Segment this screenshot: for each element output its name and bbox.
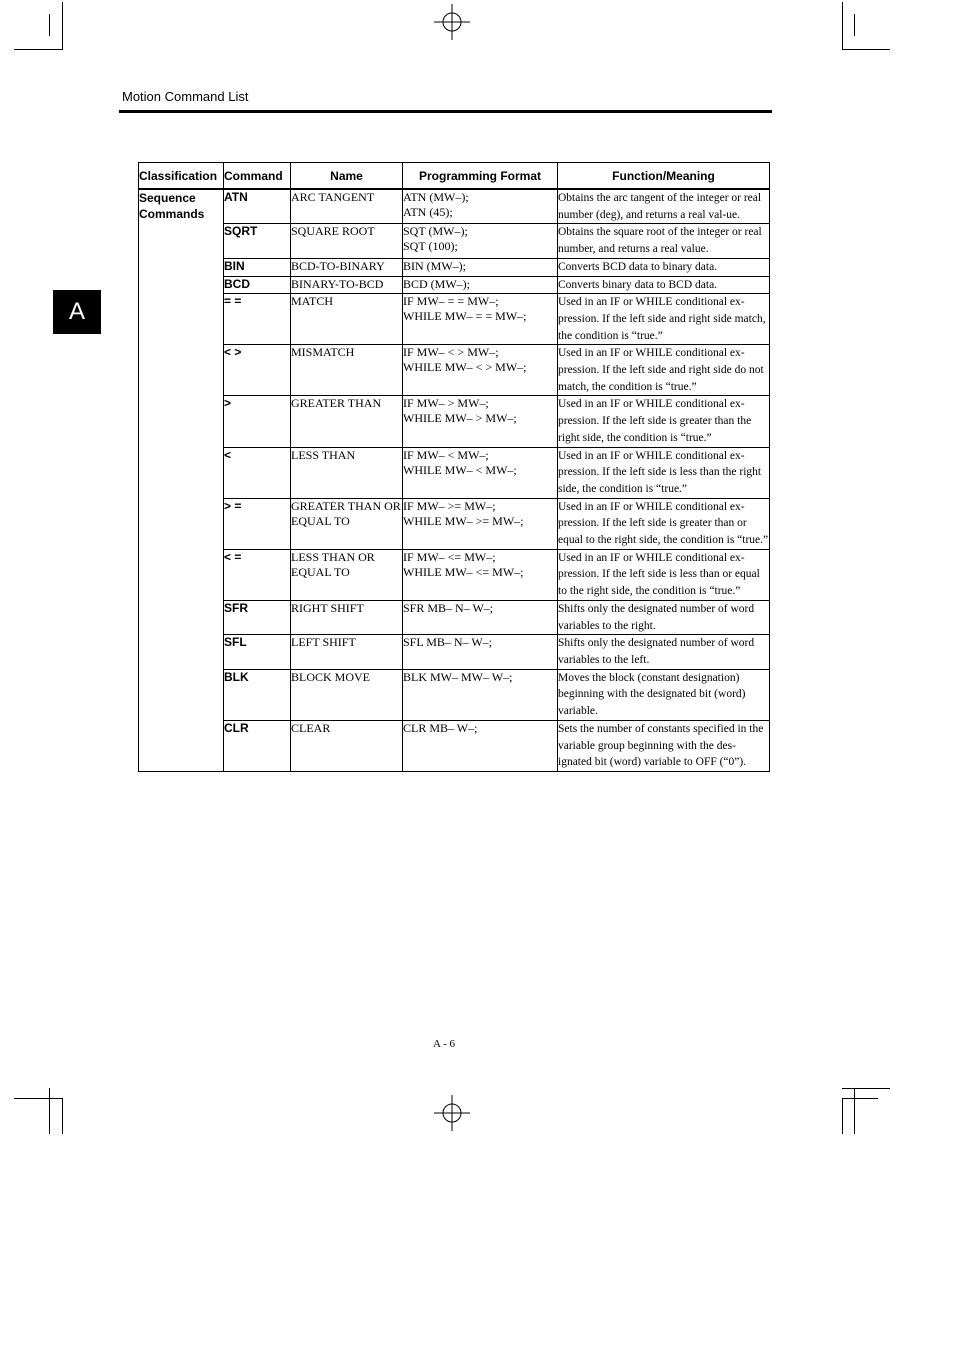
crop-mark — [842, 1088, 890, 1089]
format-cell: ATN (MW–); ATN (45); — [403, 189, 558, 224]
format-cell: IF MW– < MW–; WHILE MW– < MW–; — [403, 447, 558, 498]
registration-mark-icon — [434, 4, 470, 40]
function-cell: Used in an IF or WHILE conditional ex-pression. If the left side is greater than the right side, the condition is “true.” — [558, 396, 770, 447]
name-cell: BINARY-TO-BCD — [291, 276, 403, 294]
function-cell: Sets the number of constants specified in the variable group beginning with the des-ignated bit (word) variable to OFF (“0”). — [558, 720, 770, 771]
format-cell: IF MW– < > MW–; WHILE MW– < > MW–; — [403, 345, 558, 396]
table-row — [139, 669, 770, 720]
column-header: Name — [291, 163, 403, 190]
table-row — [139, 224, 770, 258]
column-header: Programming Format — [403, 163, 558, 190]
command-cell: SFL — [224, 635, 291, 669]
crop-mark — [14, 49, 62, 50]
command-cell: BCD — [224, 276, 291, 294]
name-cell: GREATER THAN — [291, 396, 403, 447]
format-cell: IF MW– >= MW–; WHILE MW– >= MW–; — [403, 498, 558, 549]
crop-mark — [62, 1098, 63, 1134]
format-cell: CLR MB– W–; — [403, 720, 558, 771]
function-cell: Obtains the square root of the integer or real number, and returns a real value. — [558, 224, 770, 258]
crop-mark — [14, 1098, 62, 1099]
crop-mark — [842, 1098, 878, 1099]
command-cell: < > — [224, 345, 291, 396]
page-number: A - 6 — [433, 1038, 455, 1050]
function-cell: Shifts only the designated number of word variables to the left. — [558, 635, 770, 669]
name-cell: CLEAR — [291, 720, 403, 771]
command-cell: > — [224, 396, 291, 447]
command-cell: BLK — [224, 669, 291, 720]
crop-mark — [854, 1088, 855, 1134]
crop-mark — [49, 14, 50, 36]
format-cell: IF MW– <= MW–; WHILE MW– <= MW–; — [403, 549, 558, 600]
table-row — [139, 498, 770, 549]
table-row — [139, 549, 770, 600]
format-cell: SFR MB– N– W–; — [403, 600, 558, 634]
name-cell: MISMATCH — [291, 345, 403, 396]
format-cell: BLK MW– MW– W–; — [403, 669, 558, 720]
command-cell: CLR — [224, 720, 291, 771]
function-cell: Shifts only the designated number of word variables to the right. — [558, 600, 770, 634]
function-cell: Used in an IF or WHILE conditional ex-pression. If the left side and right side do not match, the condition is “true.” — [558, 345, 770, 396]
format-cell: IF MW– > MW–; WHILE MW– > MW–; — [403, 396, 558, 447]
command-cell: BIN — [224, 258, 291, 276]
table-row — [139, 447, 770, 498]
function-cell: Obtains the arc tangent of the integer or real number (deg), and returns a real val-ue. — [558, 189, 770, 224]
table-row — [139, 720, 770, 771]
format-cell: IF MW– = = MW–; WHILE MW– = = MW–; — [403, 294, 558, 345]
format-cell: BIN (MW–); — [403, 258, 558, 276]
crop-mark — [842, 1098, 843, 1134]
command-cell: SFR — [224, 600, 291, 634]
header-rule — [119, 110, 772, 113]
function-cell: Converts BCD data to binary data. — [558, 258, 770, 276]
name-cell: BCD-TO-BINARY — [291, 258, 403, 276]
function-cell: Used in an IF or WHILE conditional ex-pression. If the left side is greater than or equal to the right side, the condition is “true.” — [558, 498, 770, 549]
command-cell: ATN — [224, 189, 291, 224]
appendix-tab: A — [53, 290, 101, 334]
table-row — [139, 258, 770, 276]
function-cell: Moves the block (constant designation) beginning with the designated bit (word) variable. — [558, 669, 770, 720]
crop-mark — [62, 2, 63, 50]
function-cell: Used in an IF or WHILE conditional ex-pression. If the left side is less than the right side, the condition is “true.” — [558, 447, 770, 498]
registration-mark-icon — [434, 1095, 470, 1131]
crop-mark — [854, 14, 855, 36]
command-table — [138, 162, 770, 772]
name-cell: LESS THAN — [291, 447, 403, 498]
table-header-row — [139, 163, 770, 190]
table-row — [139, 294, 770, 345]
classification-cell: Sequence Commands — [139, 189, 224, 771]
name-cell: SQUARE ROOT — [291, 224, 403, 258]
command-cell: < — [224, 447, 291, 498]
column-header: Command — [224, 163, 291, 190]
crop-mark — [49, 1088, 50, 1134]
name-cell: LESS THAN OR EQUAL TO — [291, 549, 403, 600]
command-cell: = = — [224, 294, 291, 345]
format-cell: SFL MB– N– W–; — [403, 635, 558, 669]
command-cell: < = — [224, 549, 291, 600]
name-cell: BLOCK MOVE — [291, 669, 403, 720]
table-row — [139, 276, 770, 294]
crop-mark — [842, 49, 890, 50]
function-cell: Used in an IF or WHILE conditional ex-pression. If the left side and right side match, the condition is “true.” — [558, 294, 770, 345]
table-row — [139, 189, 770, 224]
command-cell: SQRT — [224, 224, 291, 258]
table-row — [139, 396, 770, 447]
crop-mark — [842, 2, 843, 50]
table-row — [139, 600, 770, 634]
running-header: Motion Command List — [122, 89, 249, 104]
column-header: Function/Meaning — [558, 163, 770, 190]
name-cell: MATCH — [291, 294, 403, 345]
name-cell: ARC TANGENT — [291, 189, 403, 224]
function-cell: Converts binary data to BCD data. — [558, 276, 770, 294]
format-cell: BCD (MW–); — [403, 276, 558, 294]
format-cell: SQT (MW–); SQT (100); — [403, 224, 558, 258]
function-cell: Used in an IF or WHILE conditional ex-pression. If the left side is less than or equal to the right side, the condition is “true.” — [558, 549, 770, 600]
table-row — [139, 635, 770, 669]
name-cell: GREATER THAN OR EQUAL TO — [291, 498, 403, 549]
table-row — [139, 345, 770, 396]
name-cell: LEFT SHIFT — [291, 635, 403, 669]
column-header: Classification — [139, 163, 224, 190]
command-cell: > = — [224, 498, 291, 549]
name-cell: RIGHT SHIFT — [291, 600, 403, 634]
